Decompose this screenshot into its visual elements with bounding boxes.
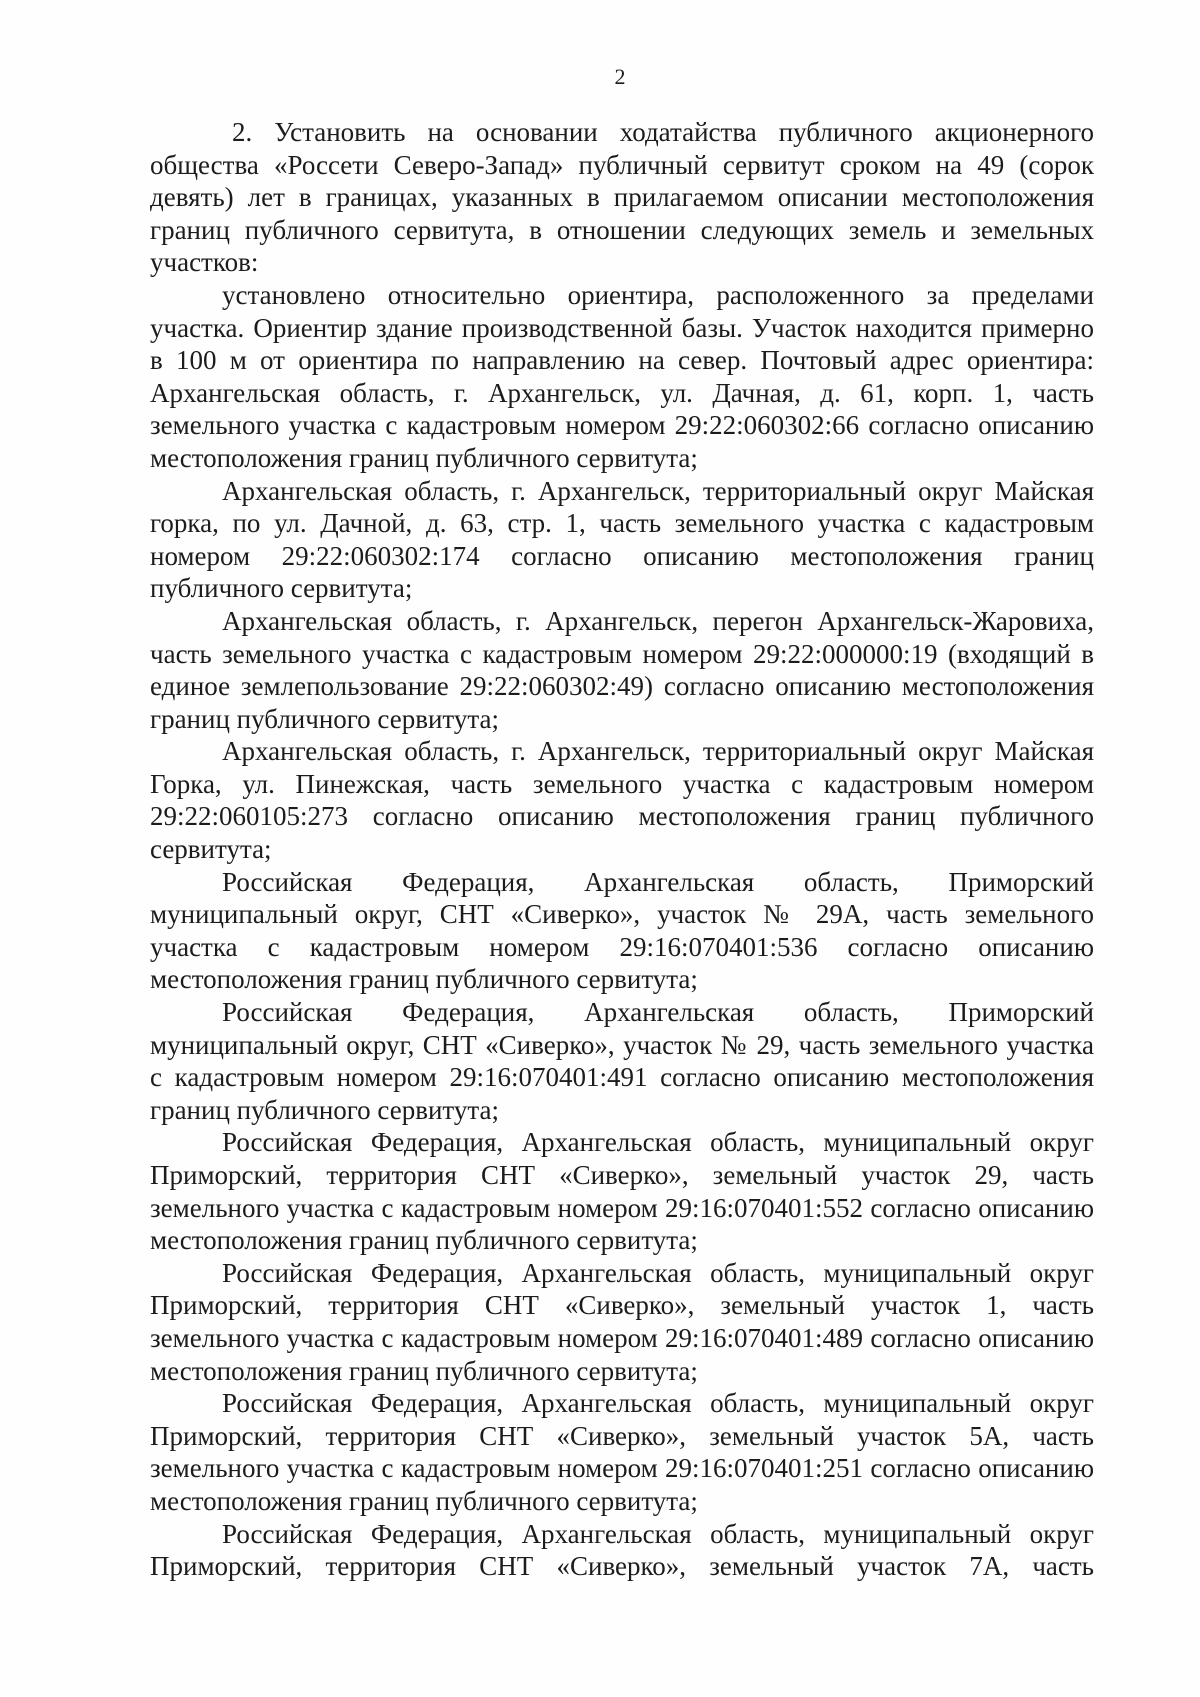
paragraph-land-plot: Российская Федерация, Архангельская область, Приморский муниципальный округ, СНТ «Сиверко», участок № 29, часть земельного участка с кадастровым номером 29:16:070401:491 согласно описанию местоположения границ публичного сервитута; (150, 997, 1094, 1125)
paragraph-land-plot: Российская Федерация, Архангельская область, Приморский муниципальный округ, СНТ «Сиверко», участок № 29А, часть земельного участка с кадастровым номером 29:16:070401:536 согласно описанию местоположения границ публичного сервитута; (150, 866, 1094, 995)
paragraph-land-plot: Российская Федерация, Архангельская область, муниципальный округ Приморский, территория СНТ «Сиверко», земельный участок 1, часть земельного участка с кадастровым номером 29:16:070401:489 согласно описанию местоположения границ публичного сервитута; (150, 1257, 1094, 1386)
paragraph-land-plot: Российская Федерация, Архангельская область, муниципальный округ Приморский, территория СНТ «Сиверко», земельный участок 29, часть земельного участка с кадастровым номером 29:16:070401:552 согласно описанию местоположения границ публичного сервитута; (150, 1127, 1094, 1256)
paragraph-land-plot: Архангельская область, г. Архангельск, перегон Архангельск-Жаровиха, часть земельного участка с кадастровым номером 29:22:000000:19 (входящий в единое землепользование 29:22:060302:49) согласно описанию местоположения границ публичного сервитута; (150, 605, 1094, 734)
paragraph-land-plot: Архангельская область, г. Архангельск, территориальный округ Майская горка, по ул. Дачной, д. 63, стр. 1, часть земельного участка с кадастровым номером 29:22:060302:174 согласно описанию местоположения границ публичного сервитута; (150, 475, 1094, 604)
paragraph-land-plot: Российская Федерация, Архангельская область, муниципальный округ Приморский, территория СНТ «Сиверко», земельный участок 7А, часть (150, 1518, 1094, 1582)
paragraph-land-plot: установлено относительно ориентира, расположенного за пределами участка. Ориентир здание производственной базы. Участок находится примерно в 100 м от ориентира по направлению на север. Почтовый адрес ориентира: Архангельская область, г. Архангельск, ул. Дачная, д. 61, корп. 1, часть земельного участка с кадастровым номером 29:22:060302:66 согласно описанию местоположения границ публичного сервитута; (150, 279, 1094, 473)
paragraph-land-plot: Архангельская область, г. Архангельск, территориальный округ Майская Горка, ул. Пинежская, часть земельного участка с кадастровым номером 29:22:060105:273 согласно описанию местоположения границ публичного сервитута; (150, 736, 1094, 865)
paragraph-land-plot: Российская Федерация, Архангельская область, муниципальный округ Приморский, территория СНТ «Сиверко», земельный участок 5А, часть земельного участка с кадастровым номером 29:16:070401:251 согласно описанию местоположения границ публичного сервитута; (150, 1388, 1094, 1516)
document-body (150, 116, 1094, 1583)
page-number: 2 (614, 64, 626, 89)
paragraph-clause-2: 2. Установить на основании ходатайства публичного акционерного общества «Россети Северо-Запад» публичный сервитут сроком на 49 (сорок девять) лет в границах, указанных в прилагаемом описании местоположения границ публичного сервитута, в отношении следующих земель и земельных участков: (150, 117, 1094, 278)
